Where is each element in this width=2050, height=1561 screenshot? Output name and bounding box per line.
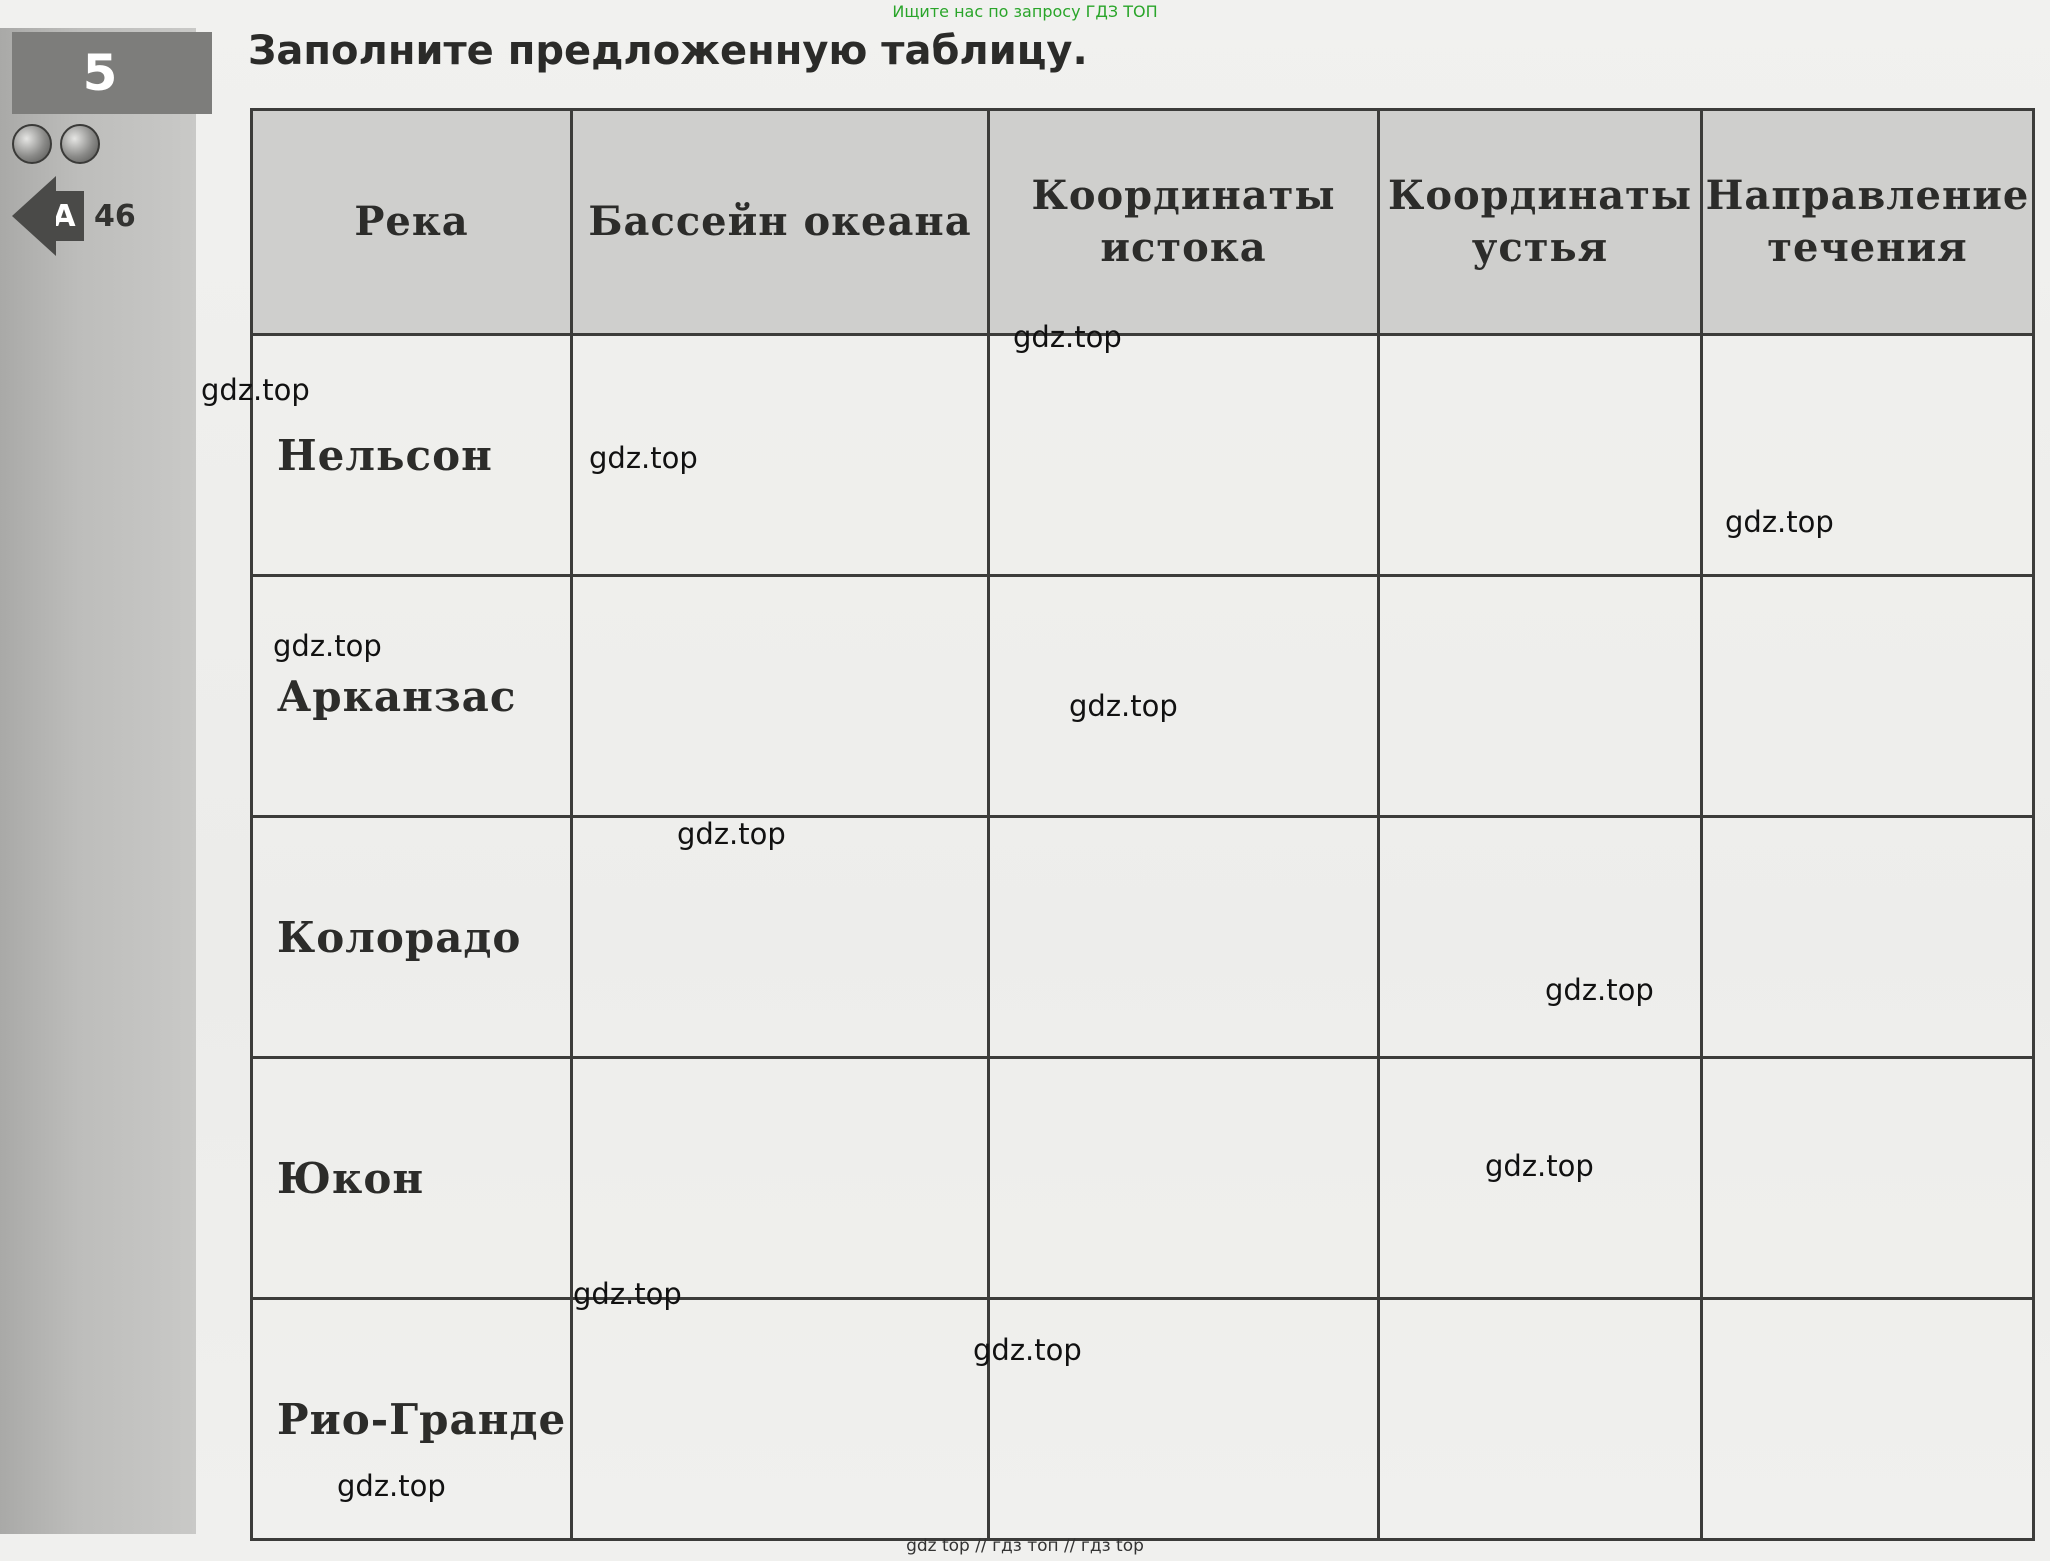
mouth-coordinates-cell[interactable] bbox=[1379, 335, 1702, 576]
arrow-left-icon bbox=[12, 176, 56, 256]
task-title: Заполните предложенную таблицу. bbox=[248, 28, 1088, 74]
table-header-row bbox=[252, 110, 2034, 335]
watermark-text: gdz.top bbox=[973, 1333, 1082, 1367]
mouth-coordinates-cell[interactable] bbox=[1379, 1299, 1702, 1540]
difficulty-dot-icon bbox=[12, 124, 52, 164]
task-number-badge: 5 bbox=[12, 32, 212, 114]
source-coordinates-cell[interactable] bbox=[989, 576, 1379, 817]
table-row bbox=[252, 1058, 2034, 1299]
watermark-text: gdz.top bbox=[573, 1277, 682, 1311]
ocean-basin-cell[interactable] bbox=[572, 576, 989, 817]
watermark-text: gdz.top bbox=[1013, 320, 1122, 354]
watermark-text: gdz.top bbox=[1725, 505, 1834, 539]
header-mouth-coordinates: Координаты устья bbox=[1379, 110, 1702, 335]
watermark-text: gdz.top bbox=[1545, 973, 1654, 1007]
flow-direction-cell[interactable] bbox=[1702, 1299, 2034, 1540]
ocean-basin-cell[interactable] bbox=[572, 1058, 989, 1299]
atlas-letter: А bbox=[44, 191, 84, 241]
ocean-basin-cell[interactable] bbox=[572, 1299, 989, 1540]
source-coordinates-cell[interactable] bbox=[989, 1058, 1379, 1299]
rivers-table bbox=[250, 108, 2035, 1541]
table-row bbox=[252, 1299, 2034, 1540]
watermark-text: gdz.top bbox=[1485, 1149, 1594, 1183]
difficulty-dot-icon bbox=[60, 124, 100, 164]
watermark-text: gdz.top bbox=[201, 373, 310, 407]
header-source-coordinates: Координаты истока bbox=[989, 110, 1379, 335]
flow-direction-cell[interactable] bbox=[1702, 1058, 2034, 1299]
header-river: Река bbox=[252, 110, 572, 335]
footer-text[interactable]: gdz top // гдз топ // гдз top bbox=[906, 1536, 1144, 1556]
flow-direction-cell[interactable] bbox=[1702, 576, 2034, 817]
watermark-text: gdz.top bbox=[1069, 689, 1178, 723]
mouth-coordinates-cell[interactable] bbox=[1379, 817, 1702, 1058]
table-row bbox=[252, 335, 2034, 576]
flow-direction-cell[interactable] bbox=[1702, 335, 2034, 576]
watermark-text: gdz.top bbox=[677, 817, 786, 851]
ocean-basin-cell[interactable] bbox=[572, 817, 989, 1058]
site-banner[interactable]: Ищите нас по запросу ГДЗ ТОП bbox=[892, 2, 1158, 21]
header-ocean-basin: Бассейн океана bbox=[572, 110, 989, 335]
table-row bbox=[252, 817, 2034, 1058]
atlas-page-number: 46 bbox=[94, 198, 136, 234]
source-coordinates-cell[interactable] bbox=[989, 817, 1379, 1058]
watermark-text: gdz.top bbox=[337, 1469, 446, 1503]
mouth-coordinates-cell[interactable] bbox=[1379, 576, 1702, 817]
flow-direction-cell[interactable] bbox=[1702, 817, 2034, 1058]
river-name-cell: Рио-Гранде bbox=[252, 1299, 572, 1540]
river-name-cell: Колорадо bbox=[252, 817, 572, 1058]
watermark-text: gdz.top bbox=[589, 441, 698, 475]
watermark-text: gdz.top bbox=[273, 629, 382, 663]
river-name-cell: Арканзас bbox=[252, 576, 572, 817]
river-name-cell: Нельсон bbox=[252, 335, 572, 576]
header-flow-direction: Направление течения bbox=[1702, 110, 2034, 335]
difficulty-indicator bbox=[12, 124, 100, 164]
atlas-reference bbox=[12, 176, 136, 256]
river-name-cell: Юкон bbox=[252, 1058, 572, 1299]
source-coordinates-cell[interactable] bbox=[989, 335, 1379, 576]
